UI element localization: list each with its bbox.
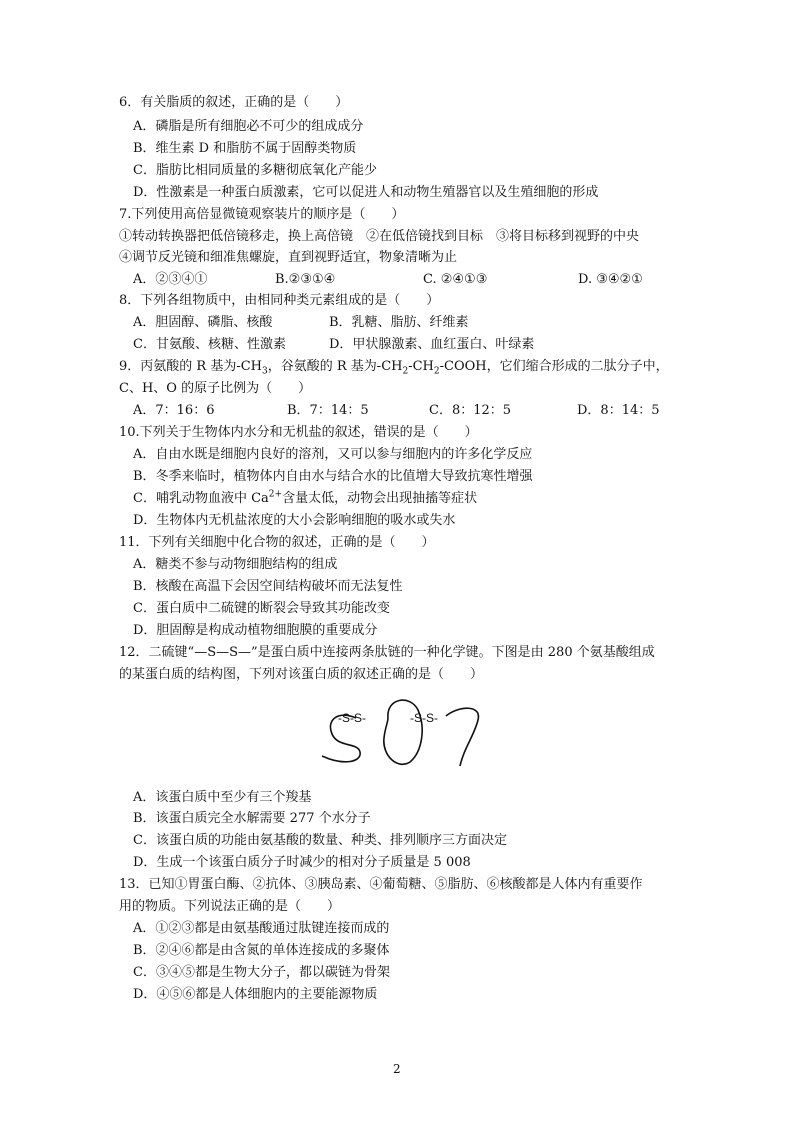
disulfide-label-1: -S-S- [338,711,366,725]
q8-option-a: A．胆固醇、磷脂、核酸 [133,315,273,330]
q12-option-d: D．生成一个该蛋白质分子时减少的相对分子质量是 5 008 [133,855,471,870]
q9-subscript-1: 3 [262,366,268,377]
q10-option-c [133,491,477,507]
q6-option-b: B．维生素 D 和脂肪不属于固醇类物质 [133,141,357,156]
q9-stem-part-d: -COOH，它们缩合形成的二肽分子中， [439,359,669,374]
q9-option-a: A．7：16：6 [133,403,215,418]
q13-option-c: C．③④⑤都是生物大分子，都以碳链为骨架 [133,965,390,980]
peptide-chain-3 [446,708,478,766]
q7-option-d: D. ③④②① [578,272,643,287]
q7-steps-line1: ①转动转换器把低倍镜移走，换上高倍镜 ②在低倍镜找到目标 ③将目标移到视野的中央 [119,229,640,244]
q9-option-b: B．7：14：5 [287,403,369,418]
q11-stem: 11．下列有关细胞中化合物的叙述，正确的是（ ） [119,535,435,550]
q10-option-b: B．冬季来临时，植物体内自由水与结合水的比值增大导致抗寒性增强 [133,469,533,484]
q9-subscript-2: 2 [402,366,409,377]
q7-stem: 7.下列使用高倍显微镜观察装片的顺序是（ ） [119,207,405,222]
q13-option-d: D．④⑤⑥都是人体细胞内的主要能源物质 [133,987,378,1002]
q9-stem-line2: C、H、O 的原子比例为（ ） [119,381,312,396]
q8-option-d: D．甲状腺激素、血红蛋白、叶绿素 [329,337,535,352]
q6-option-c: C．脂肪比相同质量的多糖彻底氧化产能少 [133,163,377,178]
q12-stem-line2: 的某蛋白质的结构图，下列对该蛋白质的叙述正确的是（ ） [119,667,484,682]
q9-stem [119,359,669,375]
q6-option-a: A．磷脂是所有细胞必不可少的组成成分 [133,119,364,134]
q7-steps-line2: ④调节反光镜和细准焦螺旋，直到视野适宜，物象清晰为止 [119,250,458,265]
q9-stem-part-a: 9．丙氨酸的 R 基为-CH [119,359,263,374]
q13-option-a: A．①②③都是由氨基酸通过肽键连接而成的 [133,921,390,936]
q9-stem-part-b: ，谷氨酸的 R 基为-CH [267,359,403,374]
peptide-chain-2 [384,700,422,764]
q10-option-c-part-b: 含量太低，动物会出现抽搐等症状 [282,491,478,506]
q8-option-c: C．甘氨酸、核糖、性激素 [133,337,286,352]
q7-option-a: A．②③④① [133,272,208,287]
q11-option-a: A．糖类不参与动物细胞结构的组成 [133,557,338,572]
q8-option-b: B．乳糖、脂肪、纤维素 [329,315,469,330]
q12-option-c: C．该蛋白质的功能由氨基酸的数量、种类、排列顺序三方面决定 [133,833,507,848]
q9-option-c: C．8：12：5 [429,403,512,418]
q10-option-a: A．自由水既是细胞内良好的溶剂，又可以参与细胞内的许多化学反应 [133,447,533,462]
q10-option-c-superscript: 2+ [268,489,283,500]
q6-stem: 6．有关脂质的叙述，正确的是（ ） [119,95,349,110]
disulfide-label-2: -S-S- [410,711,438,725]
q10-stem: 10.下列关于生物体内水分和无机盐的叙述，错误的是（ ） [119,425,478,440]
q13-stem-line2: 用的物质。下列说法正确的是（ ） [119,899,341,914]
q12-option-a: A．该蛋白质中至少有三个羧基 [133,790,312,805]
q10-option-d: D．生物体内无机盐浓度的大小会影响细胞的吸水或失水 [133,513,456,528]
q11-option-b: B．核酸在高温下会因空间结构破坏而无法复性 [133,579,403,594]
protein-structure-figure [318,690,488,770]
q8-stem: 8．下列各组物质中，由相同种类元素组成的是（ ） [119,293,440,308]
q9-option-d: D．8：14：5 [577,403,660,418]
q12-option-b: B．该蛋白质完全水解需要 277 个水分子 [133,811,371,826]
q12-stem-line1: 12．二硫键“—S—S—”是蛋白质中连接两条肽链的一种化学键。下图是由 280 个氨基酸组成 [119,645,655,660]
q9-stem-part-c: -CH [408,359,434,374]
q10-option-c-part-a: C．哺乳动物血液中 Ca [133,491,269,506]
q6-option-d: D．性激素是一种蛋白质激素，它可以促进人和动物生殖器官以及生殖细胞的形成 [133,185,599,200]
q13-option-b: B．②④⑥都是由含氮的单体连接成的多聚体 [133,943,390,958]
q7-option-b: B.②③①④ [275,272,336,287]
q11-option-d: D．胆固醇是构成动植物细胞膜的重要成分 [133,623,378,638]
q11-option-c: C．蛋白质中二硫键的断裂会导致其功能改变 [133,601,390,616]
q7-option-c: C. ②④①③ [423,272,488,287]
page-number: 2 [393,1062,401,1076]
q13-stem-line1: 13．已知①胃蛋白酶、②抗体、③胰岛素、④葡萄糖、⑤脂肪、⑥核酸都是人体内有重要作 [119,877,643,892]
q9-subscript-3: 2 [433,366,440,377]
